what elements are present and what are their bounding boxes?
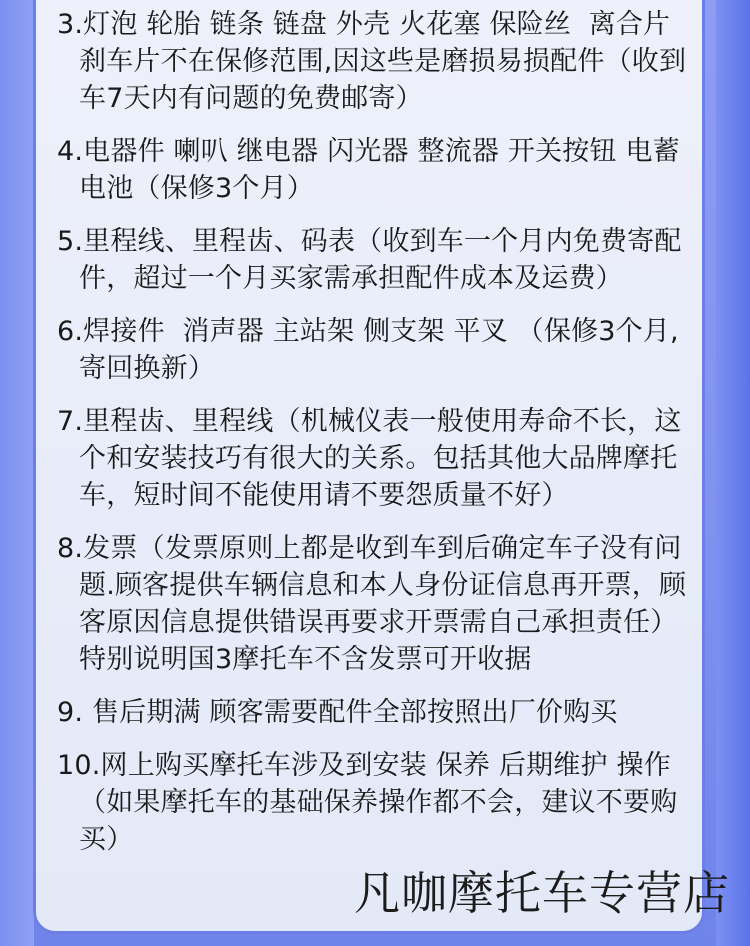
item-text: 焊接件 消声器 主站架 侧支架 平叉 （保修3个月,寄回换新）	[79, 316, 679, 384]
item-number: 6.	[57, 316, 84, 347]
policy-list	[57, 6, 697, 874]
item-number: 8.	[57, 533, 84, 564]
item-number: 5.	[57, 226, 84, 257]
policy-item-3	[57, 6, 697, 117]
policy-item-10	[57, 747, 697, 858]
item-number: 10.	[57, 750, 101, 781]
item-number: 7.	[57, 406, 84, 437]
item-text: 售后期满 顾客需要配件全部按照出厂价购买	[83, 697, 618, 728]
policy-item-9	[57, 694, 697, 731]
item-number: 4.	[57, 136, 84, 167]
policy-item-7	[57, 403, 697, 514]
store-watermark: 凡咖摩托车专营店	[354, 866, 730, 920]
item-text: 里程齿、里程线（机械仪表一般使用寿命不长，这个和安装技巧有很大的关系。包括其他大品牌摩托车，短时间不能使用请不要怨质量不好）	[79, 406, 682, 511]
item-text: 网上购买摩托车涉及到安装 保养 后期维护 操作（如果摩托车的基础保养操作都不会，建议不要购买）	[79, 750, 678, 855]
item-text: 发票（发票原则上都是收到车到后确定车子没有问题.顾客提供车辆信息和本人身份证信息再开票，顾客原因信息提供错误再要求开票需自己承担责任）特别说明国3摩托车不含发票可开收据	[79, 533, 687, 675]
item-number: 9.	[57, 697, 84, 728]
policy-item-5	[57, 223, 697, 297]
item-text: 电器件 喇叭 继电器 闪光器 整流器 开关按钮 电蓄电池（保修3个月）	[79, 136, 680, 204]
item-text: 里程线、里程齿、码表（收到车一个月内免费寄配件，超过一个月买家需承担配件成本及运费）	[79, 226, 682, 294]
policy-item-4	[57, 133, 697, 207]
right-background-stripe	[716, 0, 750, 946]
policy-item-6	[57, 313, 697, 387]
item-number: 3.	[57, 9, 84, 40]
item-text: 灯泡 轮胎 链条 链盘 外壳 火花塞 保险丝 离合片 刹车片不在保修范围,因这些是磨损易损配件（收到车7天内有问题的免费邮寄）	[79, 9, 687, 114]
policy-item-8	[57, 530, 697, 678]
left-background-stripe	[0, 0, 34, 946]
